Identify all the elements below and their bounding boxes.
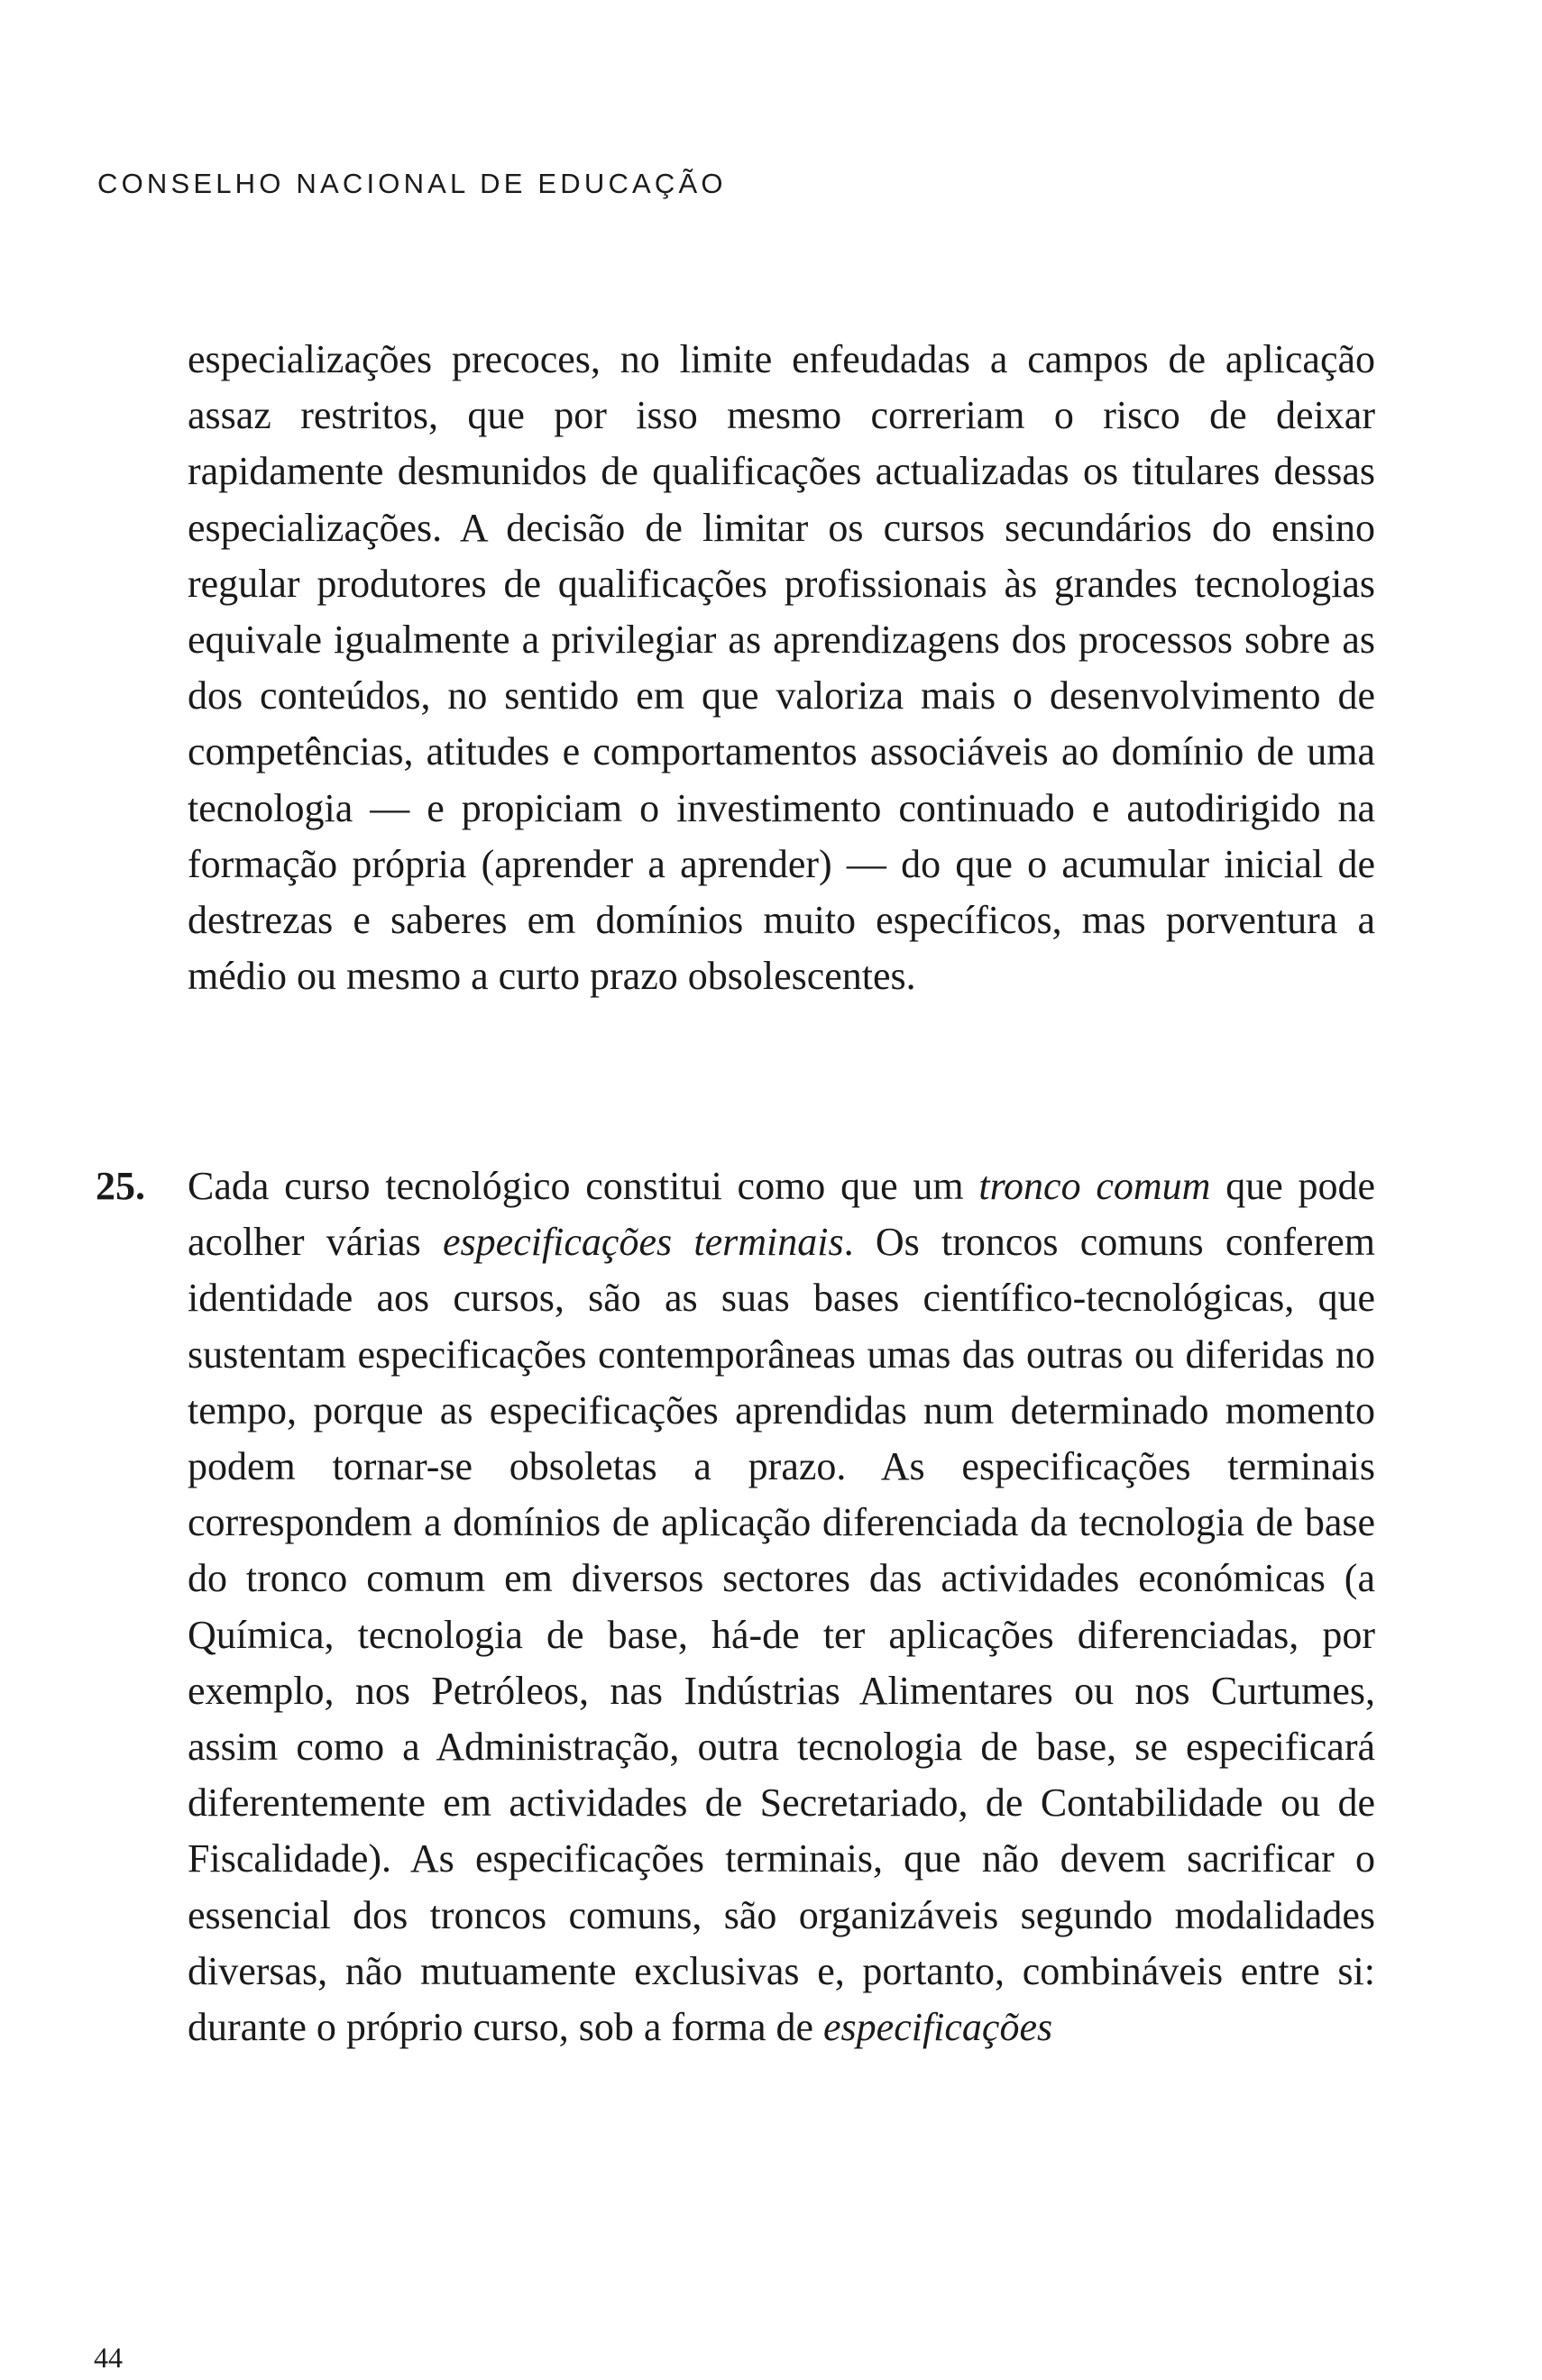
page-number: 44 <box>94 2341 123 2374</box>
paragraph-text: . Os troncos comuns conferem identidade aos cursos, são as suas bases científico-tecnológicas, que sustentam especificações contemporâneas umas das outras ou diferidas no tempo, porque as especificações aprendidas num determinado momento podem tornar-se obsoletas a prazo. As especificações terminais correspondem a domínios de aplicação diferenciada da tecnologia de base do tronco comum em diversos sectores das actividades económicas (a Química, tecnologia de base, há-de ter aplicações diferenciadas, por exemplo, nos Petróleos, nas Indústrias Alimentares ou nos Curtumes, assim como a Administração, outra tecnologia de base, se especificará diferentemente em actividades de Secretariado, de Contabilidade ou de Fiscalidade). As especificações terminais, que não devem sacrificar o essencial dos troncos comuns, são organizáveis segundo modalidades diversas, não mutuamente exclusivas e, portanto, combináveis entre si: durante o próprio curso, sob a forma de <box>188 1220 1375 2050</box>
paragraph-text: que pode acolher várias <box>188 1164 1376 1265</box>
paragraph-number: 25. <box>96 1164 145 1208</box>
paragraph-text: Cada curso tecnológico constitui como que um <box>188 1164 979 1208</box>
emphasis-term: tronco comum <box>978 1164 1211 1208</box>
running-header: CONSELHO NACIONAL DE EDUCAÇÃO <box>97 168 727 199</box>
body-paragraph-25 <box>188 1158 1375 2055</box>
emphasis-term: especificações terminais <box>443 1220 844 1265</box>
emphasis-term: especificações <box>823 2005 1053 2050</box>
body-paragraph-continuation: especializações precoces, no limite enfeudadas a campos de aplicação assaz restritos, que por isso mesmo correriam o risco de deixar rapidamente desmunidos de qualificações actualizadas os titulares dessas especializações. A decisão de limitar os cursos secundários do ensino regular produtores de qualificações profissionais às grandes tecnologias equivale igualmente a privilegiar as aprendizagens dos processos sobre as dos conteúdos, no sentido em que valoriza mais o desenvolvimento de competências, atitudes e comportamentos associáveis ao domínio de uma tecnologia — e propiciam o investimento continuado e autodirigido na formação própria (aprender a aprender) — do que o acumular inicial de destrezas e saberes em domínios muito específicos, mas porventura a médio ou mesmo a curto prazo obsolescentes. <box>188 337 1375 999</box>
